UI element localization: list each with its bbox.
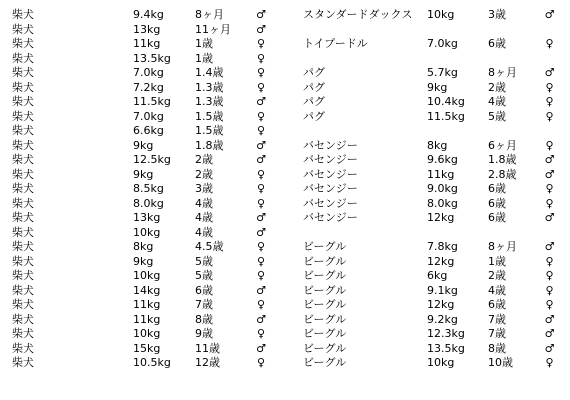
weight-cell: 9kg: [133, 167, 154, 181]
breed-cell: 柴犬: [12, 22, 34, 36]
breed-cell: トイプードル: [303, 37, 368, 50]
age-cell: 1.5歳: [195, 109, 224, 123]
breed-cell: 柴犬: [12, 196, 34, 210]
table-row: [12, 211, 267, 226]
age-cell: 8ヶ月: [195, 8, 224, 21]
table-row: [12, 255, 267, 270]
breed-cell: 柴犬: [12, 254, 34, 268]
breed-cell: バセンジー: [303, 167, 358, 181]
breed-cell: 柴犬: [12, 51, 34, 65]
table-row: [12, 139, 267, 154]
table-row: [12, 356, 267, 371]
weight-cell: 7.0kg: [133, 66, 164, 79]
weight-cell: 11.5kg: [133, 95, 171, 108]
breed-cell: 柴犬: [12, 124, 34, 137]
sex-cell: ♀: [256, 240, 266, 253]
table-row: [12, 110, 267, 125]
age-cell: [488, 124, 544, 139]
breed-cell: ビーグル: [303, 356, 347, 369]
sex-cell: ♂: [256, 95, 266, 108]
table-row: [303, 81, 555, 96]
weight-cell: [427, 52, 488, 67]
sex-cell: ♀: [256, 37, 266, 50]
breed-cell: ビーグル: [303, 240, 347, 253]
breed-cell: スタンダードダックス: [303, 8, 413, 21]
breed-cell: 柴犬: [12, 341, 34, 355]
age-cell: 1.4歳: [195, 66, 224, 79]
age-cell: 7歳: [488, 312, 506, 326]
weight-cell: 11kg: [133, 312, 161, 326]
age-cell: 3歳: [488, 8, 506, 21]
sex-cell: ♀: [256, 51, 266, 65]
age-cell: 6ヶ月: [488, 138, 517, 152]
table-row: [303, 211, 555, 226]
age-cell: 5歳: [195, 254, 213, 268]
breed-cell: [303, 124, 427, 139]
sex-cell: ♀: [256, 254, 266, 268]
weight-cell: 10kg: [133, 269, 161, 282]
age-cell: 2歳: [195, 153, 213, 166]
breed-cell: 柴犬: [12, 356, 34, 369]
table-row: [303, 356, 555, 371]
sex-cell: ♂: [256, 225, 266, 239]
sex-cell: ♂: [544, 341, 555, 355]
table-row: [303, 95, 555, 110]
age-cell: 1歳: [195, 51, 213, 65]
table-row: [303, 240, 555, 255]
weight-cell: 7.0kg: [427, 37, 458, 50]
sex-cell: ♂: [544, 211, 555, 224]
breed-cell: パグ: [303, 95, 325, 108]
sex-cell: ♂: [544, 167, 555, 181]
table-row: [12, 23, 267, 38]
age-cell: 1.8歳: [195, 138, 224, 152]
sex-cell: ♂: [544, 153, 555, 166]
sex-cell: ♂: [544, 312, 555, 326]
table-row: [12, 197, 267, 212]
age-cell: 4歳: [195, 196, 213, 210]
breed-cell: パグ: [303, 80, 325, 94]
breed-cell: ビーグル: [303, 283, 347, 297]
weight-cell: 9.4kg: [133, 8, 164, 21]
sex-cell: ♀: [545, 182, 554, 195]
weight-cell: 12kg: [427, 211, 455, 224]
sex-cell: ♀: [545, 138, 554, 152]
table-row: [303, 124, 555, 139]
weight-cell: 10kg: [133, 225, 161, 239]
weight-cell: 10kg: [427, 356, 455, 369]
table-row: [303, 8, 555, 23]
sex-cell: ♂: [544, 327, 555, 340]
age-cell: 1.8歳: [488, 153, 517, 166]
weight-cell: 5.7kg: [427, 66, 458, 79]
weight-cell: 8kg: [427, 138, 448, 152]
age-cell: 3歳: [195, 182, 213, 195]
table-row: [12, 327, 267, 342]
sex-cell: ♂: [544, 66, 555, 79]
sex-cell: ♀: [256, 327, 266, 340]
breed-cell: 柴犬: [12, 37, 34, 50]
age-cell: 1.3歳: [195, 95, 224, 108]
table-row: [12, 182, 267, 197]
weight-cell: 9.6kg: [427, 153, 458, 166]
table-row: [303, 110, 555, 125]
sex-cell: ♂: [256, 8, 266, 21]
breed-cell: [303, 23, 427, 38]
weight-cell: 10kg: [427, 8, 455, 21]
sex-cell: ♂: [256, 138, 266, 152]
weight-cell: 13kg: [133, 211, 161, 224]
sex-cell: ♀: [256, 124, 266, 137]
table-row: [303, 226, 555, 241]
breed-cell: 柴犬: [12, 312, 34, 326]
table-row: [12, 226, 267, 241]
table-row: [303, 153, 555, 168]
weight-cell: 15kg: [133, 341, 161, 355]
table-row: [303, 139, 555, 154]
weight-cell: 11kg: [427, 167, 455, 181]
weight-cell: 8.0kg: [427, 196, 458, 210]
table-row: [303, 37, 555, 52]
table-row: [303, 284, 555, 299]
weight-cell: 7.2kg: [133, 80, 164, 94]
age-cell: 8ヶ月: [488, 66, 517, 79]
sex-cell: ♂: [256, 211, 266, 224]
table-row: [303, 269, 555, 284]
sex-cell: ♀: [256, 356, 266, 369]
age-cell: 2歳: [488, 269, 506, 282]
weight-cell: 6kg: [427, 269, 448, 282]
weight-cell: 14kg: [133, 283, 161, 297]
age-cell: [488, 23, 544, 38]
sex-cell: ♀: [545, 298, 554, 311]
sex-cell: ♀: [256, 80, 266, 94]
breed-cell: バセンジー: [303, 196, 358, 210]
table-row: [12, 284, 267, 299]
age-cell: 1歳: [488, 254, 506, 268]
age-cell: 4.5歳: [195, 240, 224, 253]
sex-cell: [544, 23, 555, 38]
table-row: [12, 153, 267, 168]
weight-cell: 11kg: [133, 298, 161, 311]
left-table-body: [12, 8, 267, 371]
table-row: [12, 124, 267, 139]
breed-cell: 柴犬: [12, 8, 34, 21]
sex-cell: ♂: [544, 8, 555, 21]
age-cell: 4歳: [488, 283, 506, 297]
breed-cell: [303, 226, 427, 241]
breed-cell: ビーグル: [303, 327, 347, 340]
age-cell: 6歳: [195, 283, 213, 297]
table-row: [303, 298, 555, 313]
breed-cell: 柴犬: [12, 80, 34, 94]
table-row: [12, 95, 267, 110]
table-row: [12, 81, 267, 96]
age-cell: 4歳: [195, 211, 213, 224]
age-cell: 8ヶ月: [488, 240, 517, 253]
right-table-body: [303, 8, 555, 371]
breed-cell: 柴犬: [12, 153, 34, 166]
age-cell: 6歳: [488, 211, 506, 224]
weight-cell: 13.5kg: [133, 51, 171, 65]
table-row: [303, 66, 555, 81]
breed-cell: 柴犬: [12, 95, 34, 108]
left-dog-table: [12, 8, 267, 371]
breed-cell: バセンジー: [303, 182, 358, 195]
breed-cell: ビーグル: [303, 312, 347, 326]
weight-cell: 9.1kg: [427, 283, 458, 297]
weight-cell: 7.8kg: [427, 240, 458, 253]
weight-cell: 13kg: [133, 22, 161, 36]
age-cell: 11ヶ月: [195, 22, 231, 36]
table-row: [12, 168, 267, 183]
sex-cell: ♀: [256, 109, 266, 123]
breed-cell: パグ: [303, 109, 325, 123]
table-row: [303, 168, 555, 183]
age-cell: 2歳: [195, 167, 213, 181]
age-cell: 9歳: [195, 327, 213, 340]
breed-cell: ビーグル: [303, 254, 347, 268]
breed-cell: 柴犬: [12, 269, 34, 282]
breed-cell: バセンジー: [303, 138, 358, 152]
sex-cell: ♀: [256, 66, 266, 79]
age-cell: 10歳: [488, 356, 513, 369]
table-row: [12, 313, 267, 328]
table-row: [303, 23, 555, 38]
sex-cell: ♀: [545, 283, 554, 297]
sex-cell: ♀: [545, 196, 554, 210]
table-row: [12, 52, 267, 67]
table-row: [12, 8, 267, 23]
sex-cell: [544, 124, 555, 139]
weight-cell: 12.3kg: [427, 327, 465, 340]
breed-cell: ビーグル: [303, 341, 347, 355]
sex-cell: ♂: [544, 240, 555, 253]
table-row: [12, 240, 267, 255]
weight-cell: 11.5kg: [427, 109, 465, 123]
age-cell: 6歳: [488, 298, 506, 311]
weight-cell: 12kg: [427, 298, 455, 311]
weight-cell: [427, 124, 488, 139]
age-cell: 5歳: [195, 269, 213, 282]
sex-cell: ♀: [545, 80, 554, 94]
table-row: [12, 37, 267, 52]
sex-cell: ♀: [545, 95, 554, 108]
sex-cell: [544, 52, 555, 67]
weight-cell: 9.0kg: [427, 182, 458, 195]
age-cell: 12歳: [195, 356, 220, 369]
sex-cell: ♀: [545, 37, 554, 50]
breed-cell: 柴犬: [12, 327, 34, 340]
breed-cell: 柴犬: [12, 225, 34, 239]
breed-cell: 柴犬: [12, 182, 34, 195]
sex-cell: ♀: [545, 254, 554, 268]
age-cell: 4歳: [195, 225, 213, 239]
table-row: [303, 182, 555, 197]
age-cell: 6歳: [488, 196, 506, 210]
sex-cell: ♀: [256, 196, 266, 210]
age-cell: 7歳: [488, 327, 506, 340]
sex-cell: ♂: [256, 341, 266, 355]
sex-cell: ♂: [256, 283, 266, 297]
sex-cell: ♀: [256, 167, 266, 181]
sex-cell: ♀: [545, 109, 554, 123]
table-row: [303, 327, 555, 342]
breed-cell: 柴犬: [12, 240, 34, 253]
weight-cell: 12kg: [427, 254, 455, 268]
age-cell: 6歳: [488, 37, 506, 50]
weight-cell: 11kg: [133, 37, 161, 50]
breed-cell: 柴犬: [12, 298, 34, 311]
weight-cell: 10.5kg: [133, 356, 171, 369]
weight-cell: 6.6kg: [133, 124, 164, 137]
age-cell: [488, 52, 544, 67]
age-cell: 2歳: [488, 80, 506, 94]
sex-cell: ♀: [256, 269, 266, 282]
table-row: [303, 313, 555, 328]
breed-cell: 柴犬: [12, 138, 34, 152]
right-dog-table: [303, 8, 555, 371]
weight-cell: 7.0kg: [133, 109, 164, 123]
table-row: [12, 298, 267, 313]
sex-cell: ♀: [545, 269, 554, 282]
breed-cell: パグ: [303, 66, 325, 79]
breed-cell: 柴犬: [12, 211, 34, 224]
weight-cell: 8.5kg: [133, 182, 164, 195]
breed-cell: バセンジー: [303, 153, 358, 166]
breed-cell: 柴犬: [12, 283, 34, 297]
age-cell: 1.3歳: [195, 80, 224, 94]
weight-cell: 10.4kg: [427, 95, 465, 108]
weight-cell: 13.5kg: [427, 341, 465, 355]
sex-cell: ♀: [256, 298, 266, 311]
weight-cell: 9.2kg: [427, 312, 458, 326]
weight-cell: [427, 226, 488, 241]
age-cell: 7歳: [195, 298, 213, 311]
table-row: [303, 342, 555, 357]
weight-cell: 8.0kg: [133, 196, 164, 210]
weight-cell: [427, 23, 488, 38]
weight-cell: 9kg: [427, 80, 448, 94]
sex-cell: ♂: [256, 312, 266, 326]
table-row: [303, 197, 555, 212]
breed-cell: 柴犬: [12, 109, 34, 123]
sex-cell: ♂: [256, 22, 266, 36]
breed-cell: ビーグル: [303, 298, 347, 311]
breed-cell: 柴犬: [12, 167, 34, 181]
breed-cell: ビーグル: [303, 269, 347, 282]
weight-cell: 8kg: [133, 240, 154, 253]
age-cell: 4歳: [488, 95, 506, 108]
age-cell: 6歳: [488, 182, 506, 195]
age-cell: 1歳: [195, 37, 213, 50]
breed-cell: [303, 52, 427, 67]
sex-cell: ♀: [545, 356, 554, 369]
weight-cell: 12.5kg: [133, 153, 171, 166]
age-cell: 8歳: [195, 312, 213, 326]
sex-cell: [544, 226, 555, 241]
table-row: [303, 255, 555, 270]
age-cell: 8歳: [488, 341, 506, 355]
age-cell: [488, 226, 544, 241]
table-row: [12, 342, 267, 357]
age-cell: 11歳: [195, 341, 220, 355]
table-row: [303, 52, 555, 67]
table-row: [12, 269, 267, 284]
age-cell: 5歳: [488, 109, 506, 123]
table-row: [12, 66, 267, 81]
weight-cell: 9kg: [133, 138, 154, 152]
age-cell: 2.8歳: [488, 167, 517, 181]
weight-cell: 9kg: [133, 254, 154, 268]
sex-cell: ♀: [256, 182, 266, 195]
weight-cell: 10kg: [133, 327, 161, 340]
breed-cell: バセンジー: [303, 211, 358, 224]
breed-cell: 柴犬: [12, 66, 34, 79]
sex-cell: ♂: [256, 153, 266, 166]
age-cell: 1.5歳: [195, 124, 224, 137]
